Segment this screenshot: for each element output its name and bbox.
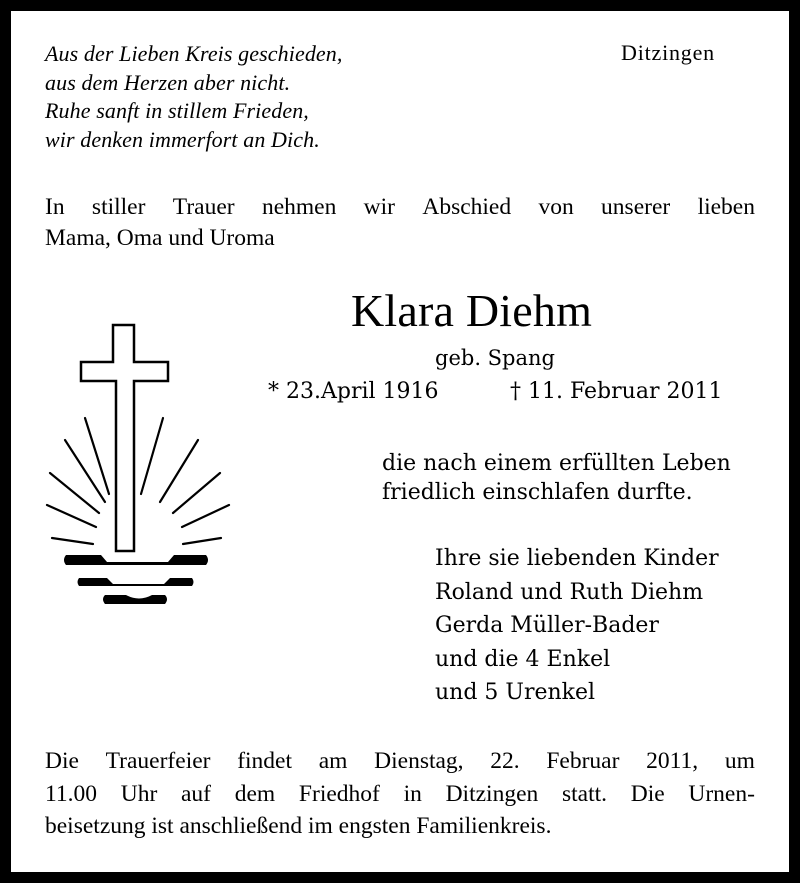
word: 22. xyxy=(490,748,520,774)
word: wir xyxy=(363,194,395,220)
word: unserer xyxy=(601,194,671,220)
mourner-line: und 5 Urenkel xyxy=(435,680,596,705)
passing-line: friedlich einschlafen durfte. xyxy=(382,480,693,505)
word: um xyxy=(724,748,755,774)
word: lieben xyxy=(697,194,755,220)
word: Uhr xyxy=(120,780,158,807)
poem xyxy=(45,40,343,154)
word: Abschied xyxy=(422,194,512,220)
mourner-line: Gerda Müller-Bader xyxy=(435,613,659,638)
intro-text xyxy=(45,192,755,254)
word: Februar xyxy=(546,748,620,774)
word: In xyxy=(45,194,65,220)
word: auf xyxy=(181,780,212,807)
mourner-line: Ihre sie liebenden Kinder xyxy=(435,546,719,571)
word: Trauer xyxy=(172,194,235,220)
word: Urnen- xyxy=(688,780,755,807)
word: dem xyxy=(234,780,276,807)
word: Friedhof xyxy=(298,780,380,807)
word: Dienstag, xyxy=(374,748,464,774)
word: Die xyxy=(45,748,79,774)
word: nehmen xyxy=(261,194,337,220)
maiden-name: geb. Spang xyxy=(435,346,555,370)
word: Trauerfeier xyxy=(105,748,211,774)
deceased-name: Klara Diehm xyxy=(351,285,593,336)
passing-line: die nach einem erfüllten Leben xyxy=(382,451,731,476)
funeral-details xyxy=(45,745,755,843)
funeral-line-1 xyxy=(45,745,755,778)
cross-with-rising-sun-icon xyxy=(40,310,250,610)
mourner-line: Roland und Ruth Diehm xyxy=(435,579,704,605)
funeral-line-2 xyxy=(45,778,755,811)
word: in xyxy=(403,780,422,807)
poem-line: Aus der Lieben Kreis geschieden, xyxy=(45,41,343,66)
intro-line-2: Mama, Oma und Uroma xyxy=(45,225,275,251)
word: statt. xyxy=(561,780,608,807)
word: findet xyxy=(237,748,293,774)
poem-line: aus dem Herzen aber nicht. xyxy=(45,69,291,95)
passing-text xyxy=(382,449,731,507)
mourners-list xyxy=(435,542,719,710)
birth-date: * 23.April 1916 xyxy=(268,379,439,404)
funeral-line-3: beisetzung ist anschließend im engsten Familienkreis. xyxy=(45,813,552,839)
poem-line: wir denken immerfort an Dich. xyxy=(45,126,320,152)
word: von xyxy=(538,194,574,220)
word: am xyxy=(318,748,348,774)
word: Die xyxy=(630,780,665,807)
location: Ditzingen xyxy=(621,40,715,65)
word: stiller xyxy=(91,194,146,220)
word: 2011, xyxy=(646,748,699,774)
death-date: † 11. Februar 2011 xyxy=(510,379,723,404)
word: 11.00 xyxy=(45,780,98,807)
intro-line-1 xyxy=(45,192,755,223)
poem-line: Ruhe sanft in stillem Frieden, xyxy=(45,98,309,123)
word: Ditzingen xyxy=(445,780,539,807)
mourner-line: und die 4 Enkel xyxy=(435,646,611,672)
